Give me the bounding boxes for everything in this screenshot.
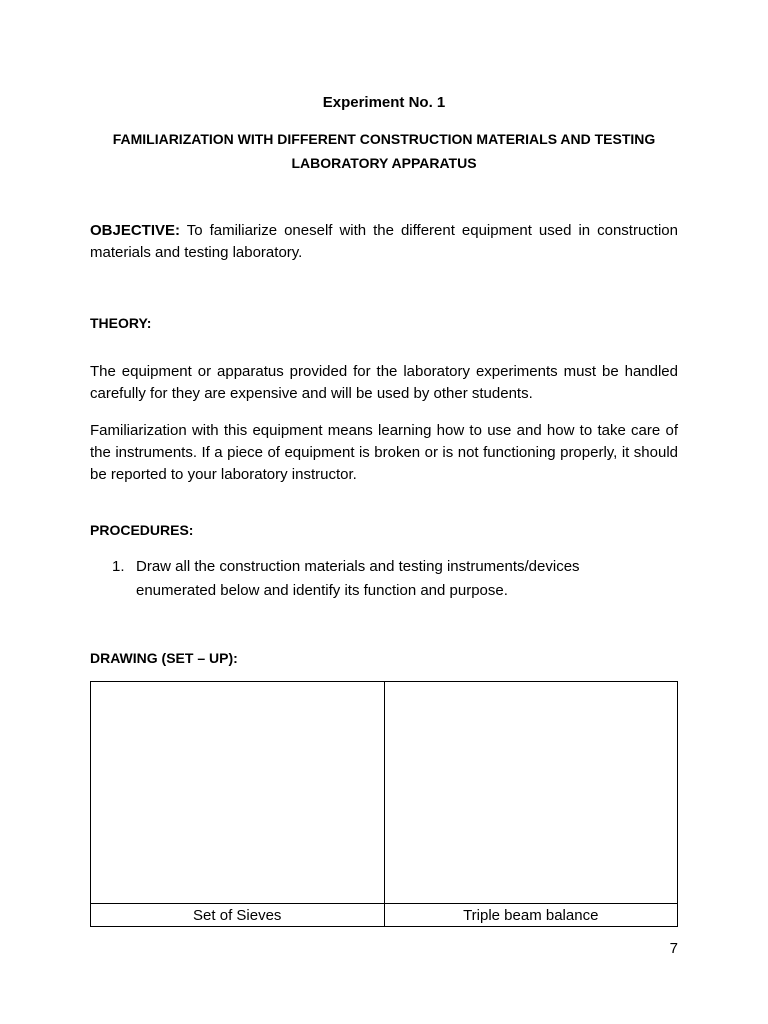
drawing-label-sieves: Set of Sieves bbox=[91, 904, 385, 927]
drawing-label-balance: Triple beam balance bbox=[384, 904, 678, 927]
procedures-heading: PROCEDURES: bbox=[90, 522, 194, 538]
theory-heading: THEORY: bbox=[90, 315, 152, 331]
objective-text: To familiarize oneself with the different equipment used in construction materials and testing laboratory. bbox=[90, 222, 678, 261]
procedure-text: Draw all the construction materials and testing instruments/devices enumerated below and identify its function and purpose. bbox=[136, 558, 580, 599]
drawing-heading: DRAWING (SET – UP): bbox=[90, 650, 238, 666]
experiment-title: FAMILIARIZATION WITH DIFFERENT CONSTRUCTION MATERIALS AND TESTING LABORATORY APPARATUS bbox=[112, 131, 656, 171]
experiment-number: Experiment No. 1 bbox=[322, 94, 446, 111]
procedures-list bbox=[112, 555, 652, 603]
objective-label: OBJECTIVE: bbox=[90, 222, 181, 239]
theory-paragraph-2: Familiarization with this equipment means learning how to use and how to take care of the instruments. If a piece of equipment is broken or is not functioning properly, it should be reported to your laboratory instructor. bbox=[90, 422, 678, 483]
page-number: 7 bbox=[669, 940, 678, 957]
procedure-number: 1. bbox=[112, 558, 125, 575]
theory-paragraph-1: The equipment or apparatus provided for the laboratory experiments must be handled carefully for they are expensive and will be used by other students. bbox=[90, 363, 678, 402]
objective-paragraph bbox=[90, 220, 678, 264]
drawing-box-sieves bbox=[91, 682, 385, 904]
drawing-table bbox=[90, 681, 678, 927]
drawing-box-balance bbox=[384, 682, 678, 904]
